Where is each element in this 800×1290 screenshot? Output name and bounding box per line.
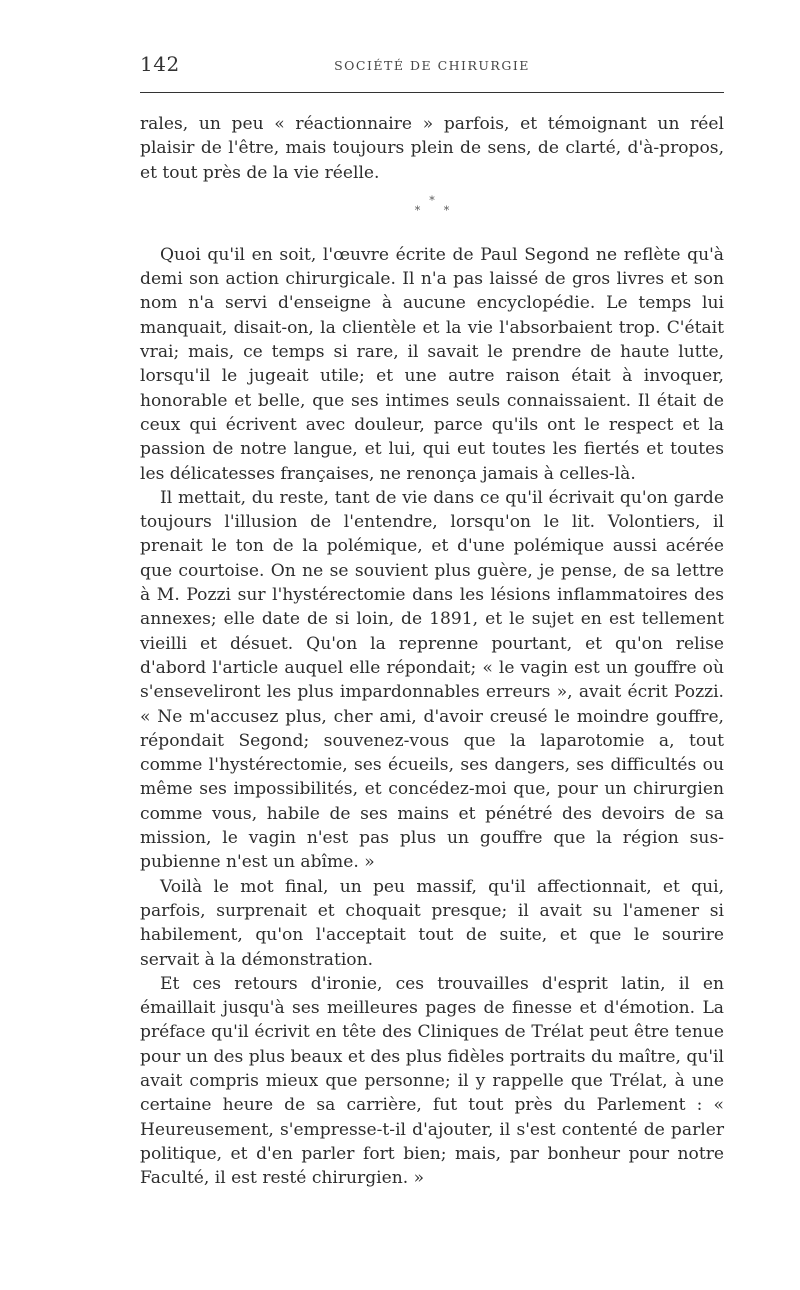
asterism-bottom: * * <box>414 203 460 217</box>
paragraph: Il mettait, du reste, tant de vie dans ce qu'il écrivait qu'on garde toujours l'illusion de l'entendre, lorsqu'on le lit. Volontiers, il prenait le ton de la polémique, et d'une polémique aussi acérée que courtoise. On ne se souvient plus guère, je pense, de sa lettre à M. Pozzi sur l'hystérectomie dans les lésions inflammatoires des annexes; elle date de si loin, de 1891, et le sujet en est tellement vieilli et désuet. Qu'on la reprenne pourtant, et qu'on relise d'abord l'article auquel elle répondait; « le vagin est un gouffre où s'enseveliront les plus impardonnables erreurs », avait écrit Pozzi. « Ne m'accusez plus, cher ami, d'avoir creusé le moindre gouffre, répondait Segond; souvenez-vous que la laparotomie a, tout comme l'hystérectomie, ses écueils, ses dangers, ses difficultés ou même ses impossibilités, et concédez-moi que, pour un chirurgien comme vous, habile de ses mains et pénétré des devoirs de sa mission, le vagin n'est pas plus un gouffre que la région sus-pubienne n'est un abîme. » <box>140 487 724 873</box>
asterism-separator <box>140 185 724 243</box>
paragraph: Et ces retours d'ironie, ces trouvailles d'esprit latin, il en émaillait jusqu'à ses meilleures pages de finesse et d'émotion. La préface qu'il écrivit en tête des Cliniques de Trélat peut être tenue pour un des plus beaux et des plus fidèles portraits du maître, qu'il avait compris mieux que personne; il y rappelle que Trélat, à une certaine heure de sa carrière, fut tout près du Parlement : « Heureusement, s'empresse-t-il d'ajouter, il s'est contenté de parler politique, et d'en parler fort bien; mais, par bonheur pour notre Faculté, il est resté chirurgien. » <box>140 973 724 1189</box>
page-header <box>140 52 724 82</box>
paragraph-continued: rales, un peu « réactionnaire » parfois, et témoignant un réel plaisir de l'être, mais toujours plein de sens, de clarté, d'à-propos, et tout près de la vie réelle. <box>140 114 724 183</box>
header-rule <box>140 92 724 93</box>
paragraph: Voilà le mot final, un peu massif, qu'il affectionnait, et qui, parfois, surprenait et choquait presque; il avait su l'amener si habilement, qu'on l'acceptait tout de suite, et que le sourire servait à la démonstration. <box>140 876 724 970</box>
paragraph: Quoi qu'il en soit, l'œuvre écrite de Paul Segond ne reflète qu'à demi son action chirurgicale. Il n'a pas laissé de gros livres et son nom n'a servi d'enseigne à aucune encyclopédie. Le temps lui manquait, disait-on, la clientèle et la vie l'absorbaient trop. C'était vrai; mais, ce temps si rare, il savait le prendre de haute lutte, lorsqu'il le jugeait utile; et une autre raison était à invoquer, honorable et belle, que ses intimes seuls connaissaient. Il était de ceux qui écrivent avec douleur, parce qu'ils ont le respect et la passion de notre langue, et lui, qui eut toutes les fiertés et toutes les délicatesses françaises, ne renonça jamais à celles-là. <box>140 244 724 484</box>
page-body <box>140 112 724 1190</box>
page-number: 142 <box>140 52 180 76</box>
running-title: SOCIÉTÉ DE CHIRURGIE <box>334 58 530 73</box>
asterism-top: * <box>429 193 435 207</box>
